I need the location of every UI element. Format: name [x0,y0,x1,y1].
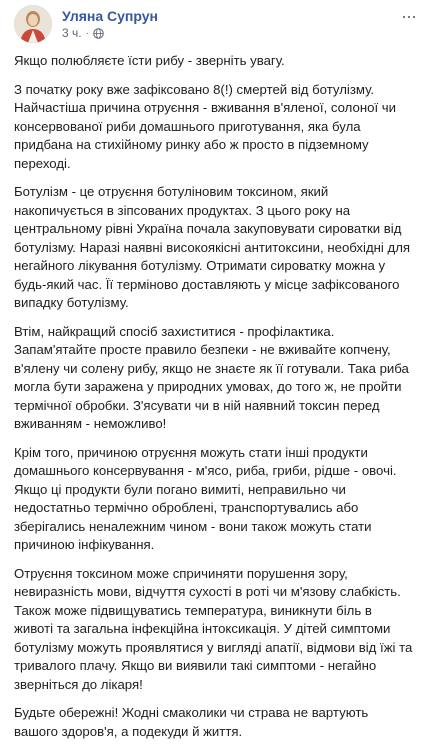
separator-dot: · [85,27,89,39]
post-meta [62,26,104,40]
author-name[interactable]: Уляна Супрун [62,8,158,24]
more-options-icon[interactable]: ··· [401,6,416,26]
author-avatar[interactable] [14,5,52,43]
post-paragraph: Втім, найкращий спосіб захиститися - профілактика. Запам'ятайте просте правило безпеки - не вживайте копчену, в'ялену чи солену рибу, якщо не знаєте як її готували. Така риба могла бути заражена у природних умовах, до того ж, не пройти термічної обробки. З'ясувати чи в ній наявний токсин перед вживанням - неможливо! [14,323,409,431]
post-paragraph: Ботулізм - це отруєння ботуліновим токсином, який накопичується в зіпсованих продуктах. З цього року на центральному рівні Україна почала закуповувати сироватки від ботулізму. Наразі наявні високоякісні антитоксини, необхідні для негайного лікування ботулізму. Отримати сироватку можна у будь-який час. Її терміново доставляють у місце зафіксованого випадку ботулізму. [14,184,411,310]
post-paragraph: З початку року вже зафіксовано 8(!) смертей від ботулізму. Найчастіша причина отруєння - вживання в'яленої, солоної чи консервованої риби домашнього приготування, яка була придбана на стихійному ринку або ж просто в підземному переході. [14,81,397,171]
post-paragraph: Якщо полюбляєте їсти рибу - зверніть увагу. [14,53,285,68]
post-time[interactable]: 3 ч. [62,26,82,40]
post-paragraph: Крім того, причиною отруєння можуть стати інші продукти домашнього консервування - м'ясо, риба, гриби, рідше - овочі. Якщо ці продукти були погано вимиті, неправильно чи недостатньо термічно оброблені, транспортувались або зберігались неналежним чином - вони також можуть стати причиною інфікування. [14,444,397,552]
post-paragraph: Отруєння токсином може спричиняти порушення зору, невиразність мови, відчуття сухості в роті чи м'язову слабкість. Також може підвищуватись температура, виникнути біль в животі та загальна інфекційна інтоксикація. У дітей симптоми ботулізму можуть проявлятися у вигляді апатії, відмови від їжі та тривалого плачу. Якщо ви виявили такі симптоми - негайно зверніться до лікаря! [14,565,413,692]
post-paragraph: Будьте обережні! Жодні смаколики чи страва не вартують вашого здоров'я, а подекуди й життя. [14,705,369,739]
post-text [14,52,414,751]
avatar-image [14,5,52,43]
post-header [14,5,416,45]
globe-icon[interactable] [93,28,104,39]
